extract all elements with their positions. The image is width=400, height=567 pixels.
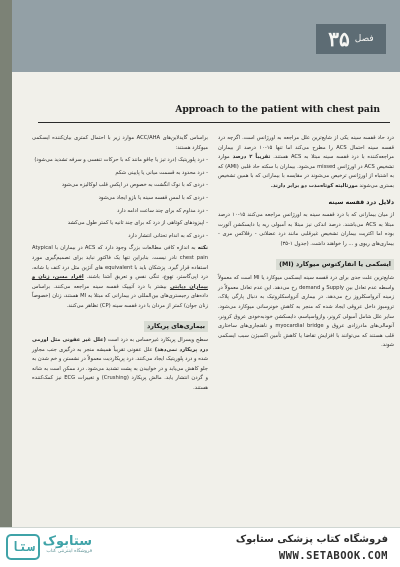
- list-item: - اپیزودهای کوتاهی از درد که برای چند ثانیه یا کمتر طول می‌کشد: [67, 220, 208, 227]
- store-footer: [0, 527, 400, 567]
- section-heading: بیماری‌های پریکارد: [144, 321, 208, 333]
- chapter-badge: [316, 24, 386, 54]
- right-column: [218, 134, 394, 354]
- list-item: - دردی که به اندام تحتانی انتشار دارد: [128, 232, 208, 239]
- paragraph: نکته به اندازه کافی مطالعات بزرگ وجود دارد که ACS در بیماران با Atypical chest pain نادر نیست. بنابراین تنها یک فاکتور نباید برای تصمیم‌گیری مورد استفاده قرار گیرد. پزشکان باید با equivalent های آنژین مثل درد کتف یا شانه، درد اپی‌گاستر، تهوع، تنگی نفس و تعریق آشنا باشند. افراد مسن، زنان و بیماران دیابتی بیشتر با درد آتیپیک قفسه سینه مراجعه می‌کنند. براساس داده‌های رجیستری‌های بین‌المللی در بیمارانی که مبتلا به MI هستند، زنان (خصوصاً زنان جوان) کمتر از مردان با درد قفسه سینه (CP) تظاهر می‌کنند.: [32, 245, 209, 309]
- title-divider: [38, 122, 390, 123]
- list-item: - درد پلوریتیک (درد تیز یا چاقو مانند که با حرکات تنفسی و سرفه تشدید می‌شود): [34, 157, 208, 164]
- store-name: فروشگاه کتاب پزشکی ستابوک: [235, 534, 388, 545]
- logo-text: [44, 534, 92, 554]
- store-url-link[interactable]: WWW.SETABOOK.COM: [278, 550, 388, 562]
- paragraph: براساس گایدلاین‌های ACC/AHA موارد زیر با احتمال کمتری بیان‌کننده ایسکمی میوکارد هستند:: [32, 135, 209, 151]
- page-title: Approach to the patient with chest pain: [175, 104, 380, 115]
- left-column: [32, 134, 208, 397]
- list-item: - درد مداوم که برای چند ساعت ادامه دارد: [117, 207, 208, 214]
- section-heading: دلایل درد قفسه سینه: [328, 198, 394, 206]
- list-item: - درد محدود به قسمت میانی یا پایینی شکم: [115, 169, 208, 176]
- list-item: - دردی که با نوک انگشت به خصوص در اپکس قلب لوکالیزه می‌شود: [61, 182, 208, 189]
- chapter-number: ۳۵: [328, 27, 350, 51]
- paragraph: سطح ویسرال پریکارد غیرحساس به درد است (علل غیر عفونی مثل اورمی درد پریکارد نمی‌دهد) علل عفونی تقریباً همیشه منجر به درگیری جنب مجاور شده و درد پلوریتیک ایجاد می‌کنند. درد پریکاردیت معمولاً در نشستن و خم شدن به جلو کاهش می‌یابد و در خوابیدن به پشت تشدید می‌شود. درد ممکن است به شانه و گردن انتشار یابد. مالش پریکارد (Crushing) و تغییرات ECG نیز کمک‌کننده هستند.: [32, 337, 208, 392]
- book-page: [12, 0, 400, 527]
- logo-name: ستابوک: [42, 534, 92, 549]
- paragraph: درد حاد قفسه سینه یکی از شایع‌ترین علل مراجعه به اورژانس است. اگرچه درد قفسه سینه احتمال ACS را مطرح می‌کند اما تنها ۱۵-۱۰ درصد از بیماران مراجعه‌کننده با درد قفسه سینه مبتلا به ACS هستند. تقریباً ۲ درصد موارد تشخیص ACS در اورژانس missed می‌شود. بیماران با سکته حاد قلبی (AMI) که به اشتباه از اورژانس ترخیص می‌شوند در مقایسه با بیمارانی که با همین تشخیص بستری می‌شوند مورتالیته کوتاه‌مدت دو برابر دارند.: [218, 135, 395, 189]
- paragraph: از میان بیمارانی که با درد قفسه سینه به اورژانس مراجعه می‌کنند ۱۵-۱۰ درصد مبتلا به ACS می‌باشند. درصد اندکی نیز مبتلا به آمبولی ریه یا دایسکشن آئورت بوده اما اکثریت بیماران تشخیص غیرقلبی مانند درد عضلانی - رفلاکس مری - بیماری‌های ریوی و ... را خواهند داشت. (جدول ۱-۳۵): [218, 212, 395, 247]
- paragraph: شایع‌ترین علت جدی برای درد قفسه سینه ایسکمی میوکارد یا MI است که معمولاً واسطه عدم تعادل بین Supply و demand رخ می‌دهد. این عدم تعادل معمولاً در زمینه آترواسکلروز رخ می‌دهد. در بیماری آترواسکلروتیک به دنبال پارگی پلاک، ترومبوز داخل عروقی ایجاد شده که منجر به کاهش خونرسانی میوکارد می‌شود. سایر علل شامل آمبولی کرونر، وازواسپاسم، دایسکشن خودبه‌خودی عروق کرونر، آنومالی‌های مادرزادی عروق و myocardial bridge و ناهنجاری‌های ساختاری قلب هستند که می‌توانند با افزایش تقاضا یا کاهش تأمین اکسیژن سبب ایسکمی شوند.: [218, 275, 394, 349]
- list-item: - دردی که با لمس قفسه سینه یا بازو ایجاد می‌شود: [98, 194, 208, 201]
- chapter-label: فصل: [354, 34, 374, 44]
- section-heading: ایسکمی یا انفارکتوس میوکارد (MI): [276, 259, 394, 271]
- logo-subtitle: فروشگاه اینترنتی کتاب: [46, 549, 92, 554]
- setabook-logo-icon: ستا: [6, 534, 40, 560]
